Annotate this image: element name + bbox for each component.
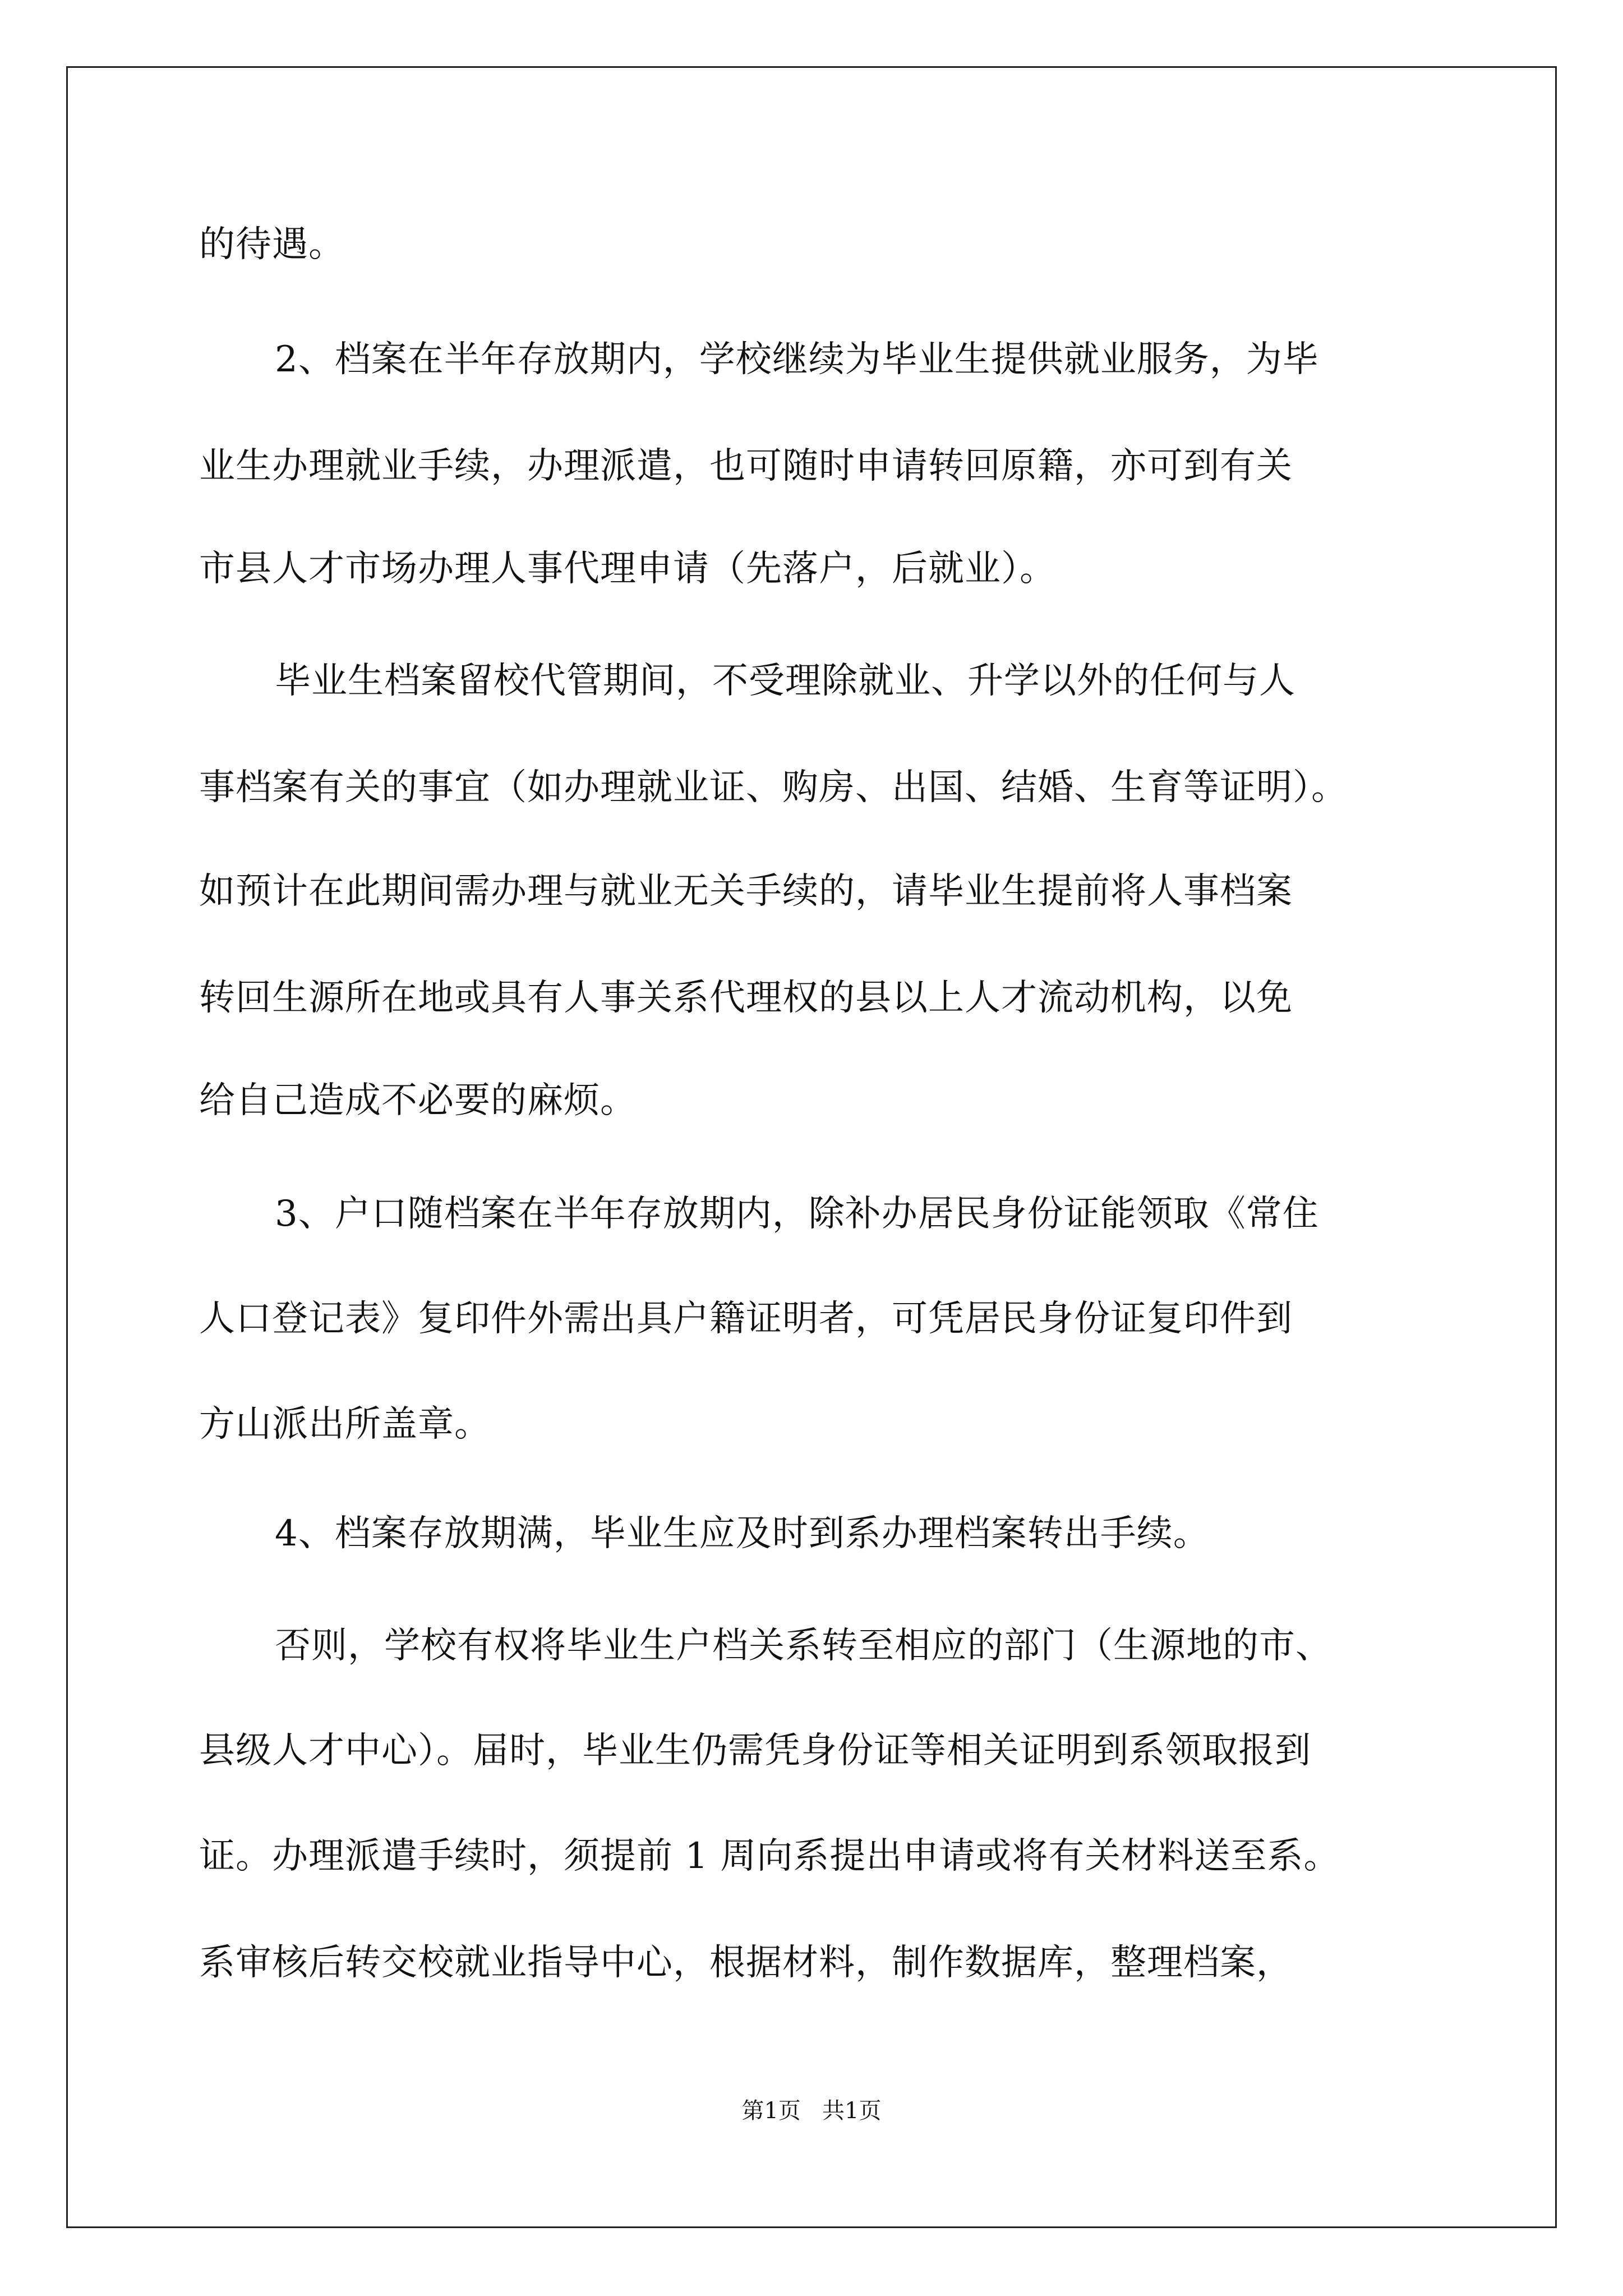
text-line: 4、档案存放期满，毕业生应及时到系办理档案转出手续。 [275,1513,1210,1554]
text-line: 毕业生档案留校代管期间，不受理除就业、升学以外的任何与人 [275,660,1295,702]
text-line: 否则，学校有权将毕业生户档关系转至相应的部门（生源地的市、 [275,1625,1332,1667]
text-line: 业生办理就业手续，办理派遣，也可随时申请转回原籍，亦可到有关 [199,445,1293,487]
text-line: 转回生源所在地或具有人事关系代理权的县以上人才流动机构，以免 [199,977,1293,1019]
text-line: 的待遇。 [199,224,345,265]
text-line: 人口登记表》复印件外需出具户籍证明者，可凭居民身份证复印件到 [199,1298,1293,1340]
text-line: 市县人才市场办理人事代理申请（先落户，后就业）。 [199,548,1056,590]
text-line: 方山派出所盖章。 [199,1404,491,1445]
text-line: 如预计在此期间需办理与就业无关手续的，请毕业生提前将人事档案 [199,871,1293,912]
text-line: 3、户口随档案在半年存放期内，除补办居民身份证能领取《常住 [275,1193,1319,1235]
text-line: 系审核后转交校就业指导中心，根据材料，制作数据库，整理档案， [199,1942,1293,1984]
text-line: 2、档案在半年存放期内，学校继续为毕业生提供就业服务，为毕 [275,339,1319,380]
text-line: 县级人才中心）。届时，毕业生仍需凭身份证等相关证明到系领取报到 [199,1730,1311,1772]
page-footer: 第1页 共1页 [741,2098,882,2124]
text-line: 证。办理派遣手续时，须提前 1 周向系提出申请或将有关材料送至系。 [199,1835,1340,1877]
text-line: 给自己造成不必要的麻烦。 [199,1080,637,1121]
page-border [66,66,1557,2228]
text-line: 事档案有关的事宜（如办理就业证、购房、出国、结婚、生育等证明）。 [199,767,1348,808]
